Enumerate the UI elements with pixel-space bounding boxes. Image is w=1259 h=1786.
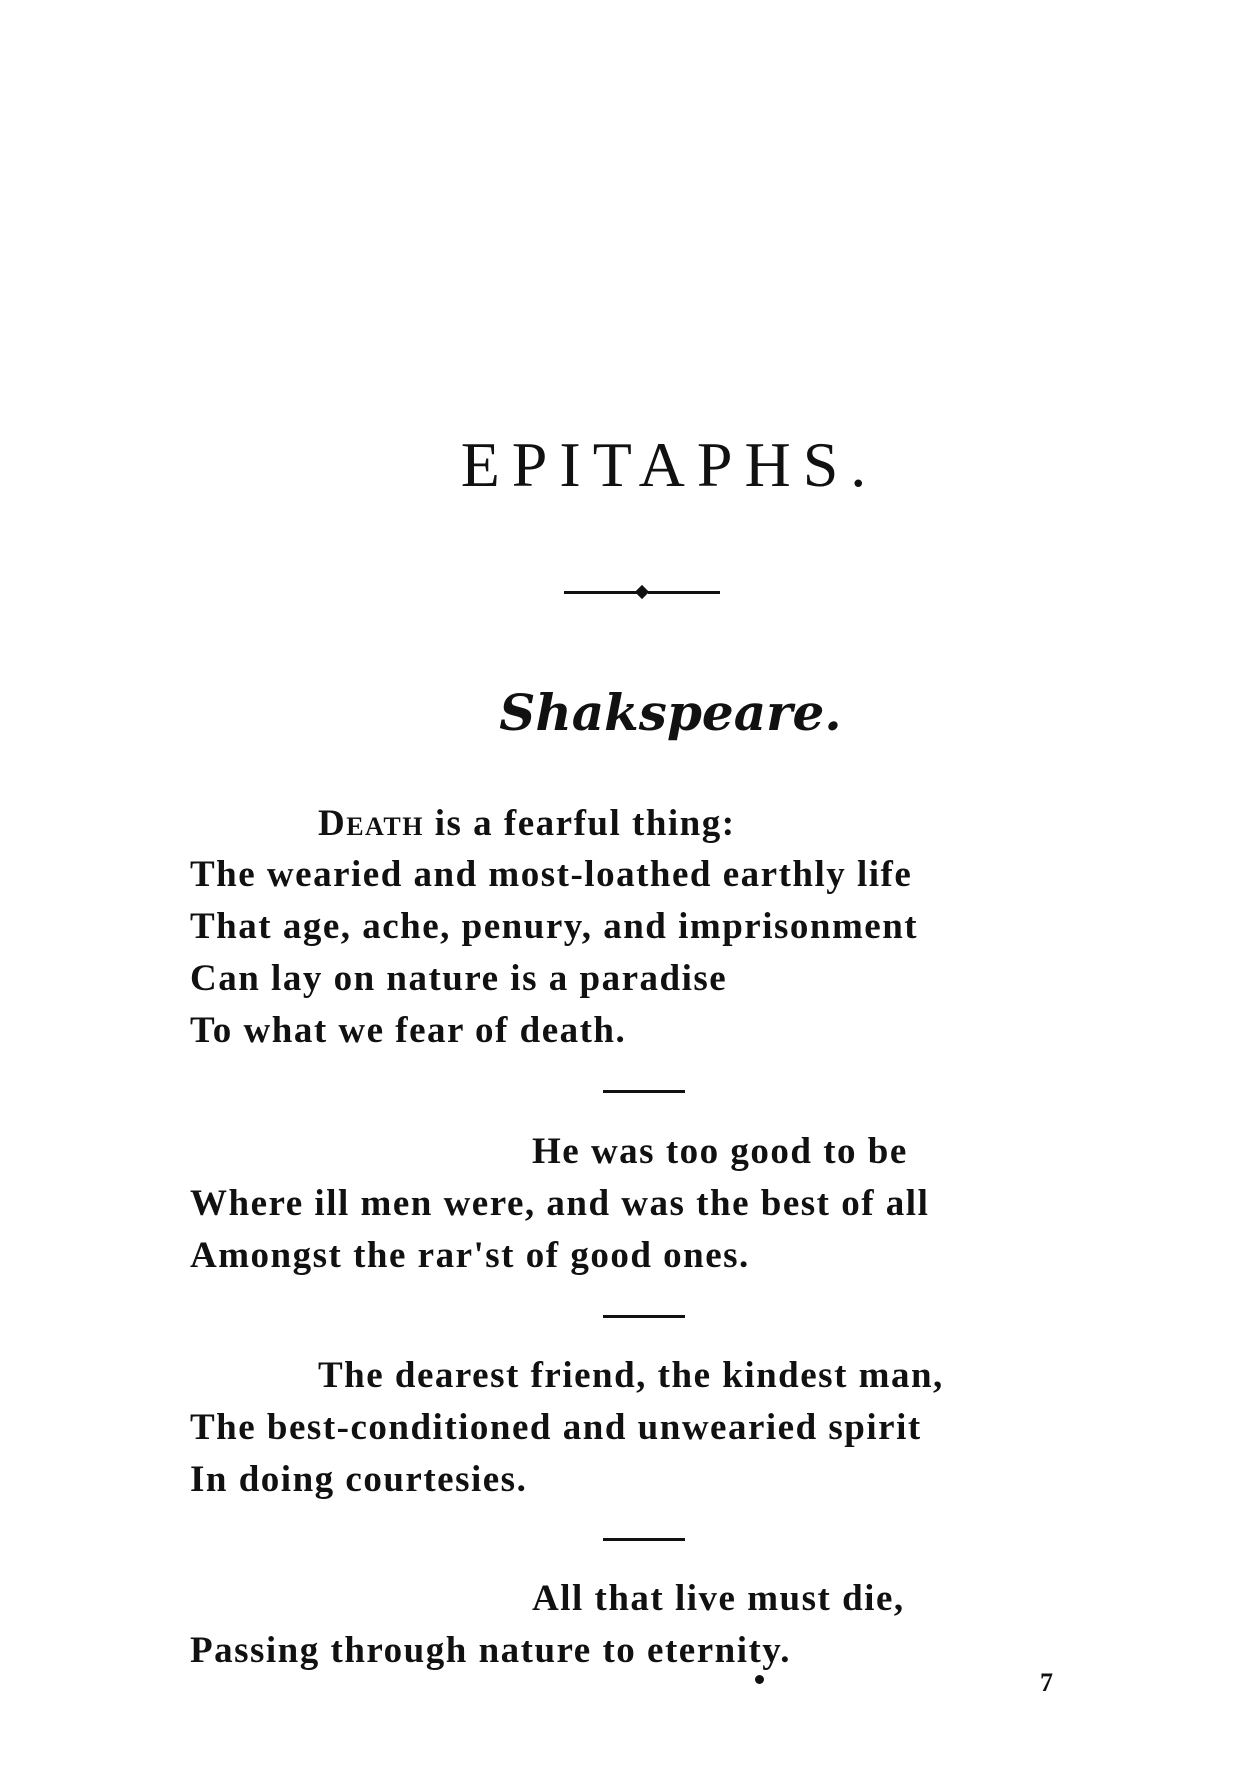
page-title: EPITAPHS. — [460, 429, 879, 500]
epitaph-3-line-1: The dearest friend, the kindest man, — [318, 1355, 944, 1396]
ink-dot-mark — [755, 1675, 764, 1684]
ornament-line-right — [648, 591, 720, 594]
epitaph-1-line-3: That age, ache, penury, and imprisonment — [190, 906, 919, 947]
section-rule-3 — [603, 1538, 685, 1541]
epitaph-1-initial-word: Death — [318, 803, 424, 844]
epitaph-1-line-1 — [318, 802, 736, 845]
page-number: 7 — [1040, 1668, 1053, 1697]
epitaph-1-line-5: To what we fear of death. — [190, 1010, 627, 1051]
section-rule-2 — [603, 1315, 685, 1318]
epitaph-1-line-1-rest: is a fearful thing: — [423, 803, 736, 844]
title-ornament-divider — [564, 585, 720, 599]
epitaph-2-line-1: He was too good to be — [532, 1131, 908, 1172]
epitaph-3-line-2: The best-conditioned and unwearied spirit — [190, 1407, 922, 1448]
epitaph-4-line-2: Passing through nature to eternity. — [190, 1630, 792, 1671]
epitaph-1-line-4: Can lay on nature is a paradise — [190, 958, 728, 999]
epitaph-3-line-3: In doing courtesies. — [190, 1459, 528, 1500]
epitaph-4-line-1: All that live must die, — [532, 1578, 905, 1619]
section-heading: Shakspeare. — [499, 683, 842, 742]
epitaph-2-line-2: Where ill men were, and was the best of all — [190, 1183, 930, 1224]
epitaph-1-line-2: The wearied and most-loathed earthly life — [190, 854, 913, 895]
diamond-icon — [635, 585, 649, 599]
epitaph-2-line-3: Amongst the rar'st of good ones. — [190, 1235, 750, 1276]
ornament-line-left — [564, 591, 640, 594]
section-rule-1 — [603, 1090, 685, 1093]
